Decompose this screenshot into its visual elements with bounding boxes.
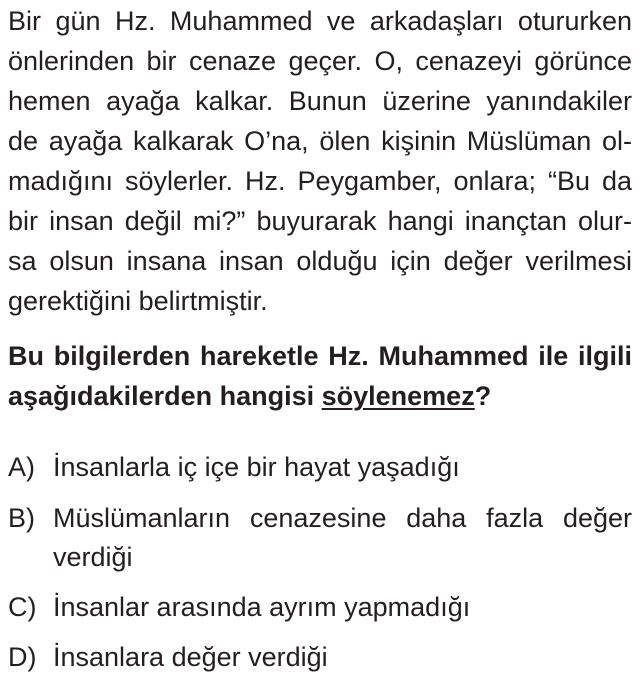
passage-line: sa olsun insana insan olduğu için değer verilmesi [8, 246, 632, 276]
passage-line: önlerinden bir cenaze geçer. O, cenazeyi görünce [8, 46, 632, 76]
passage-line: gerektiğini belirtmiştir. [8, 286, 268, 316]
option-letter: C) [8, 592, 37, 622]
question-line [8, 378, 491, 415]
option-text: verdiği [53, 542, 133, 572]
option-letter: A) [8, 452, 35, 482]
option-text: İnsanlara değer verdiği [53, 642, 328, 672]
passage-line: de ayağa kalkarak O’na, ölen kişinin Müslüman ol- [8, 126, 632, 156]
option-letter: D) [8, 642, 37, 672]
passage-line: Bir gün Hz. Muhammed ve arkadaşları otururken [8, 6, 632, 36]
passage-line: hemen ayağa kalkar. Bunun üzerine yanındakiler [8, 86, 632, 116]
question-suffix: ? [474, 381, 492, 411]
option-text: İnsanlar arasında ayrım yapmadığı [53, 592, 471, 622]
option-text: İnsanlarla iç içe bir hayat yaşadığı [53, 452, 460, 482]
passage-line: bir insan değil mi?” buyurarak hangi inançtan olur- [8, 206, 632, 236]
question-line: Bu bilgilerden hareketle Hz. Muhammed ile ilgili [8, 341, 632, 371]
option-letter: B) [8, 503, 35, 533]
question-prefix: aşağıdakilerden hangisi [8, 381, 322, 411]
passage-line: madığını söylerler. Hz. Peygamber, onlara; “Bu da [8, 166, 632, 196]
question-emphasis: söylenemez [321, 381, 475, 411]
option-text: Müslümanların cenazesine daha fazla değer [53, 503, 632, 533]
